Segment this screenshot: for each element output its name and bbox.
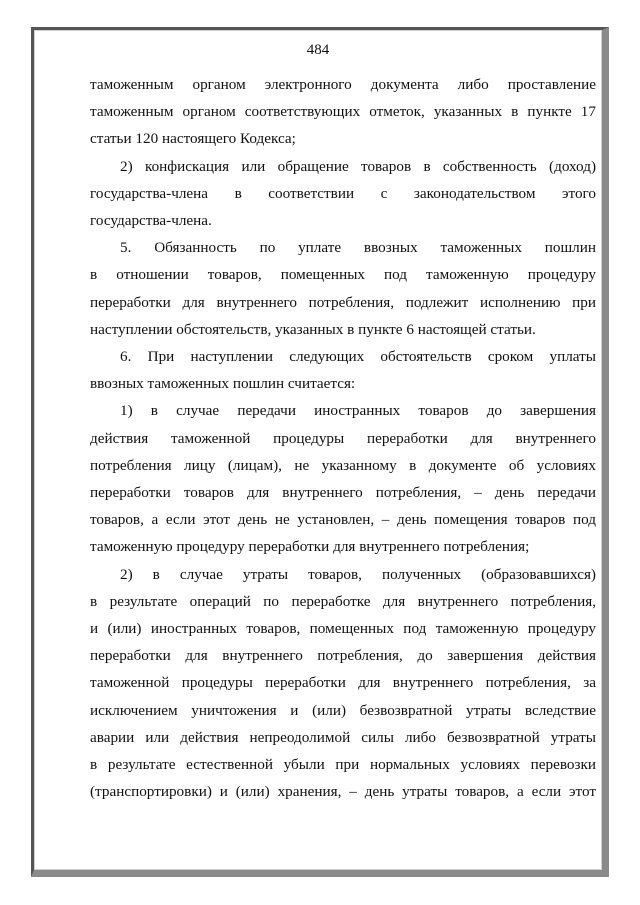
- text-line: (транспортировки) и (или) хранения, – день утраты товаров, а если этот: [90, 783, 596, 801]
- text-line: потребления лицу (лицам), не указанному в документе об условиях: [90, 456, 596, 474]
- page-number: 484: [306, 42, 330, 58]
- text-line: ввозных таможенных пошлин считается:: [90, 375, 356, 393]
- text-line: таможенную процедуру переработки для внутреннего потребления;: [90, 538, 530, 556]
- text-line: 6. При наступлении следующих обстоятельств сроком уплаты: [120, 348, 596, 366]
- paragraph-item-2: [90, 153, 596, 235]
- text-line: в отношении товаров, помещенных под таможенную процедуру: [90, 266, 596, 284]
- text-line: и (или) иностранных товаров, помещенных под таможенную процедуру: [90, 620, 596, 638]
- text-line: таможенным органом электронного документа либо проставление: [90, 76, 596, 93]
- text-line: действия таможенной процедуры переработки для внутреннего: [90, 429, 596, 447]
- text-line: 1) в случае передачи иностранных товаров до завершения: [120, 402, 596, 420]
- text-line: наступлении обстоятельств, указанных в пункте 6 настоящей статьи.: [90, 320, 536, 338]
- text-line: таможенным органом соответствующих отметок, указанных в пункте 17: [90, 103, 596, 121]
- document-text: [90, 71, 596, 805]
- text-line: государства-члена.: [90, 212, 212, 230]
- text-line: в результате операций по переработке для внутреннего потребления,: [90, 592, 596, 610]
- text-line: таможенной процедуры переработки для внутреннего потребления, за: [90, 674, 596, 692]
- text-line: 2) конфискация или обращение товаров в собственность (доход): [120, 157, 596, 175]
- paragraph-continuation: [90, 71, 596, 153]
- text-line: 2) в случае утраты товаров, полученных (образовавшихся): [120, 565, 596, 583]
- document-page: [31, 27, 609, 877]
- text-line: 5. Обязанность по уплате ввозных таможенных пошлин: [120, 239, 596, 257]
- paragraph-item-1: [90, 397, 596, 560]
- text-line: товаров, а если этот день не установлен, – день помещения товаров под: [90, 511, 596, 529]
- text-line: аварии или действия непреодолимой силы либо безвозвратной утраты: [90, 728, 596, 746]
- paragraph-item-2b: [90, 561, 596, 806]
- text-line: государства-члена в соответствии с законодательством этого: [90, 184, 596, 202]
- paragraph-clause-5: [90, 234, 596, 343]
- text-line: переработки товаров для внутреннего потребления, – день передачи: [90, 484, 596, 502]
- text-line: переработки для внутреннего потребления, до завершения действия: [90, 647, 596, 665]
- text-line: в результате естественной убыли при нормальных условиях перевозки: [90, 756, 596, 774]
- text-line: переработки для внутреннего потребления, подлежит исполнению при: [90, 293, 596, 311]
- text-line: исключением уничтожения и (или) безвозвратной утраты вследствие: [90, 701, 596, 719]
- text-line: статьи 120 настоящего Кодекса;: [90, 130, 296, 148]
- paragraph-clause-6: [90, 343, 596, 397]
